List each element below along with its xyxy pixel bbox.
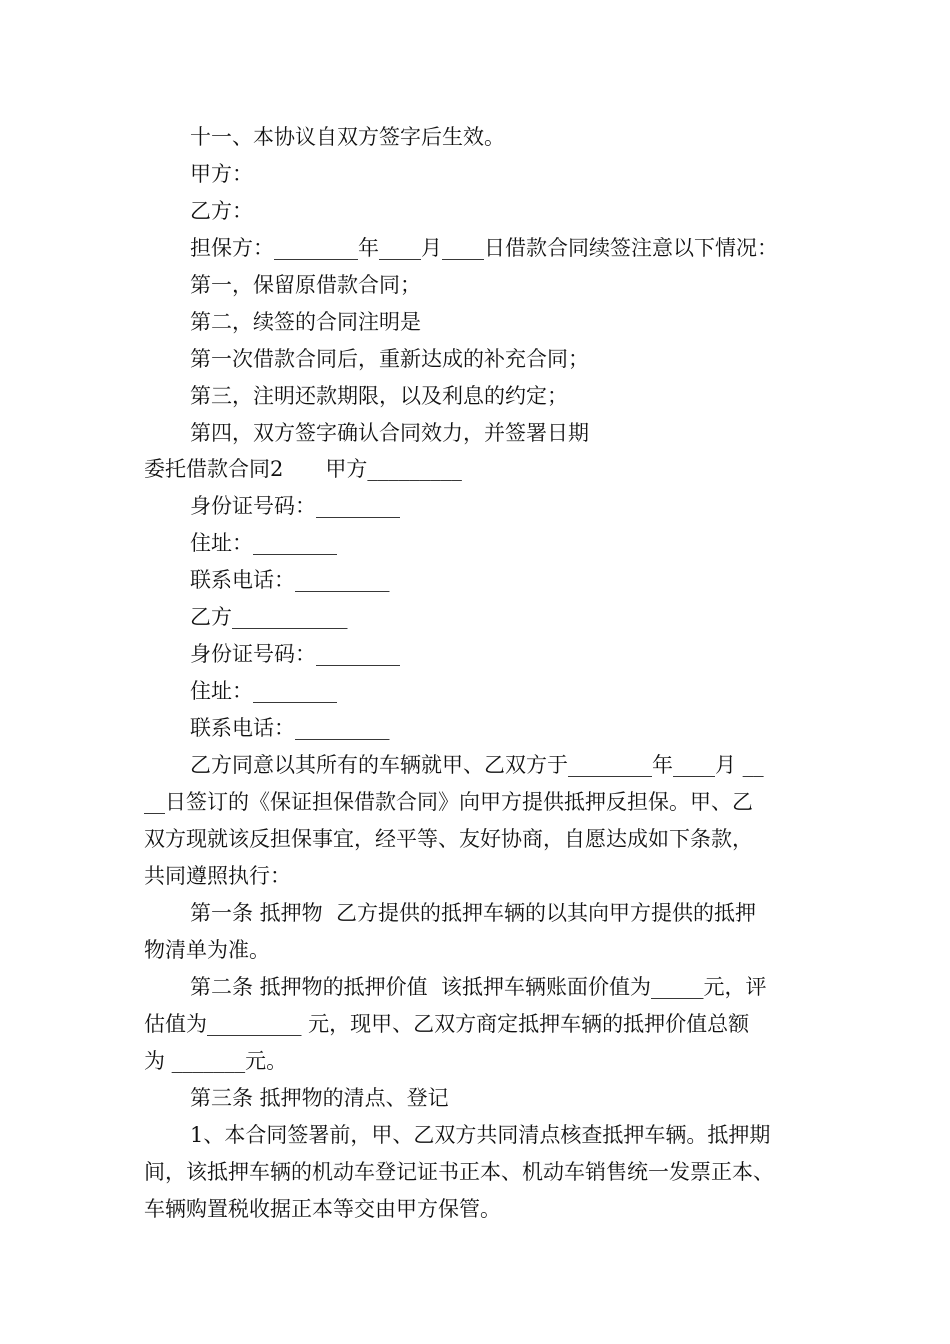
contract-two-heading: 委托借款合同2 甲方_________ [144, 457, 462, 481]
renewal-note-first: 第一，保留原借款合同； [190, 273, 421, 297]
clause-eleven-effective: 十一、本协议自双方签字后生效。 [190, 125, 505, 149]
party-b-id-number: 身份证号码：________ [190, 642, 400, 666]
intro-paragraph-line-1: 乙方同意以其所有的车辆就甲、乙双方于________年____月 __ [190, 753, 764, 777]
article-three-item-1-line-3: 车辆购置税收据正本等交由甲方保管。 [144, 1197, 501, 1221]
article-three-item-1-line-2: 间，该抵押车辆的机动车登记证书正本、机动车销售统一发票正本、 [144, 1160, 774, 1184]
article-two-line-2: 估值为_________ 元，现甲、乙双方商定抵押车辆的抵押价值总额 [144, 1012, 750, 1036]
article-two-line-3: 为 _______元。 [144, 1049, 288, 1073]
intro-paragraph-line-3: 双方现就该反担保事宜，经平等、友好协商，自愿达成如下条款， [144, 827, 753, 851]
party-a-address: 住址：________ [190, 531, 337, 555]
article-two-line-1: 第二条 抵押物的抵押价值 该抵押车辆账面价值为_____元，评 [190, 975, 767, 999]
renewal-note-fourth: 第四，双方签字确认合同效力，并签署日期 [190, 421, 589, 445]
party-b-address: 住址：________ [190, 679, 337, 703]
article-one-line-1: 第一条 抵押物 乙方提供的抵押车辆的以其向甲方提供的抵押 [190, 901, 757, 925]
article-three-heading: 第三条 抵押物的清点、登记 [190, 1086, 449, 1110]
renewal-note-second-cont: 第一次借款合同后，重新达成的补充合同； [190, 347, 589, 371]
intro-paragraph-line-4: 共同遵照执行： [144, 864, 291, 888]
article-one-line-2: 物清单为准。 [144, 938, 270, 962]
intro-paragraph-line-2: __日签订的《保证担保借款合同》向甲方提供抵押反担保。甲、乙 [144, 790, 753, 814]
party-b-name: 乙方___________ [190, 605, 348, 629]
guarantor-date-line: 担保方：________年____月____日借款合同续签注意以下情况： [190, 236, 778, 260]
party-b-signature-label: 乙方： [190, 199, 253, 223]
party-a-signature-label: 甲方： [190, 162, 253, 186]
party-a-id-number: 身份证号码：________ [190, 494, 400, 518]
party-b-phone: 联系电话：_________ [190, 716, 390, 740]
renewal-note-third: 第三，注明还款期限，以及利息的约定； [190, 384, 568, 408]
renewal-note-second: 第二，续签的合同注明是 [190, 310, 421, 334]
party-a-phone: 联系电话：_________ [190, 568, 390, 592]
article-three-item-1-line-1: 1、本合同签署前，甲、乙双方共同清点核查抵押车辆。抵押期 [190, 1123, 771, 1147]
